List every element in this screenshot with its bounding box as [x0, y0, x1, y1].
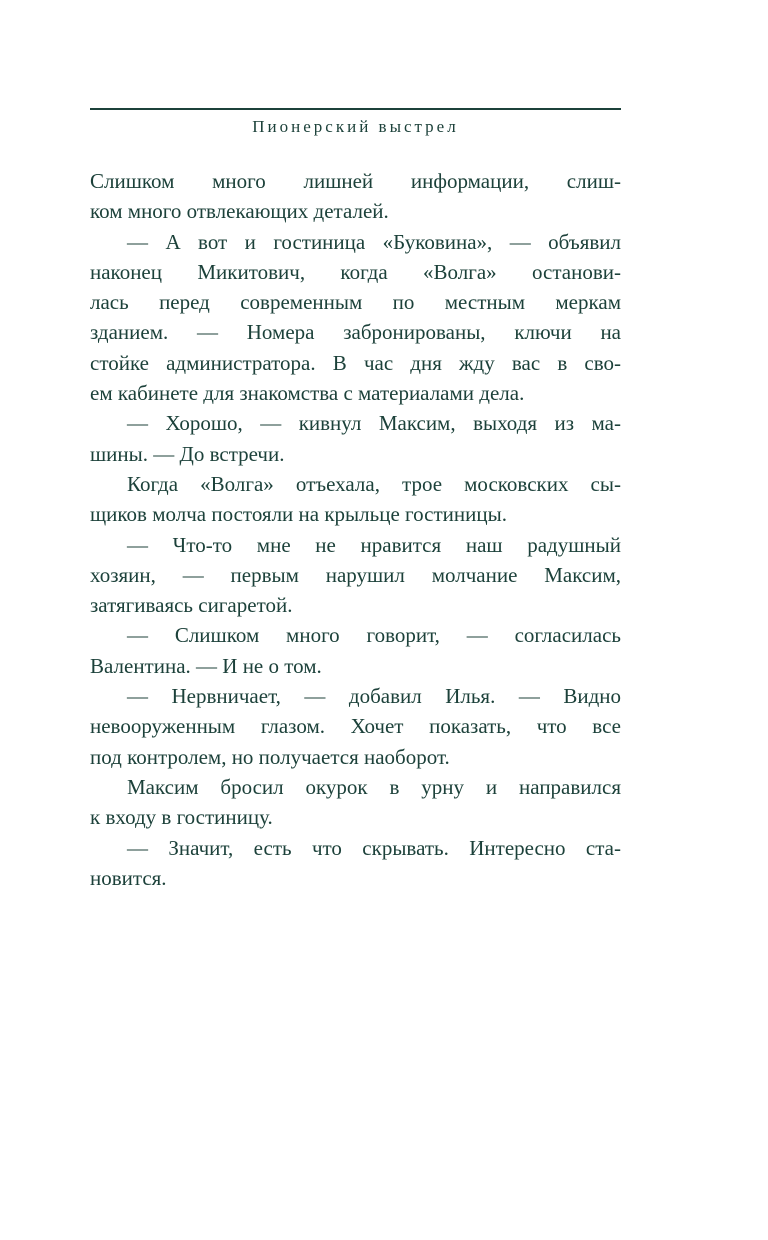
- text-line: — Нервничает, — добавил Илья. — Видно: [127, 684, 621, 709]
- text-line: к входу в гостиницу.: [90, 805, 273, 830]
- book-page: [90, 0, 621, 893]
- header-rule: [90, 108, 621, 110]
- paragraph: [90, 227, 621, 409]
- paragraph: [90, 469, 621, 530]
- text-line: зданием. — Номера забронированы, ключи на: [90, 320, 621, 345]
- text-line: шины. — До встречи.: [90, 441, 285, 466]
- text-line: хозяин, — первым нарушил молчание Максим,: [90, 562, 621, 587]
- text-line: ем кабинете для знакомства с материалами дела.: [90, 381, 525, 406]
- text-line: — Значит, есть что скрывать. Интересно ста-: [127, 835, 621, 860]
- text-line: — Что-то мне не нравится наш радушный: [127, 532, 621, 557]
- text-line: — Слишком много говорит, — согласилась: [127, 623, 621, 648]
- running-title: Пионерский выстрел: [252, 117, 459, 136]
- text-line: Валентина. — И не о том.: [90, 653, 322, 678]
- paragraph: [90, 408, 621, 469]
- paragraph: [90, 681, 621, 772]
- text-line: Слишком много лишней информации, слиш-: [90, 169, 621, 193]
- paragraph: [90, 620, 621, 681]
- text-line: невооруженным глазом. Хочет показать, что все: [90, 714, 621, 739]
- paragraph: [90, 166, 621, 227]
- page-body: [90, 166, 621, 893]
- text-line: лась перед современным по местным меркам: [90, 290, 621, 315]
- paragraph: [90, 833, 621, 894]
- text-line: щиков молча постояли на крыльце гостиницы.: [90, 502, 507, 527]
- text-line: — Хорошо, — кивнул Максим, выходя из ма-: [127, 411, 621, 436]
- text-line: новится.: [90, 865, 167, 890]
- paragraph: [90, 772, 621, 833]
- paragraph: [90, 530, 621, 621]
- text-line: Максим бросил окурок в урну и направился: [127, 774, 621, 799]
- text-line: затягиваясь сигаретой.: [90, 593, 293, 618]
- text-line: наконец Микитович, когда «Волга» останови-: [90, 259, 621, 284]
- text-line: под контролем, но получается наоборот.: [90, 744, 450, 769]
- text-line: — А вот и гостиница «Буковина», — объявил: [127, 229, 621, 254]
- text-line: Когда «Волга» отъехала, трое московских сы-: [127, 471, 621, 496]
- text-line: ком много отвлекающих деталей.: [90, 199, 389, 224]
- text-line: стойке администратора. В час дня жду вас в сво-: [90, 350, 621, 375]
